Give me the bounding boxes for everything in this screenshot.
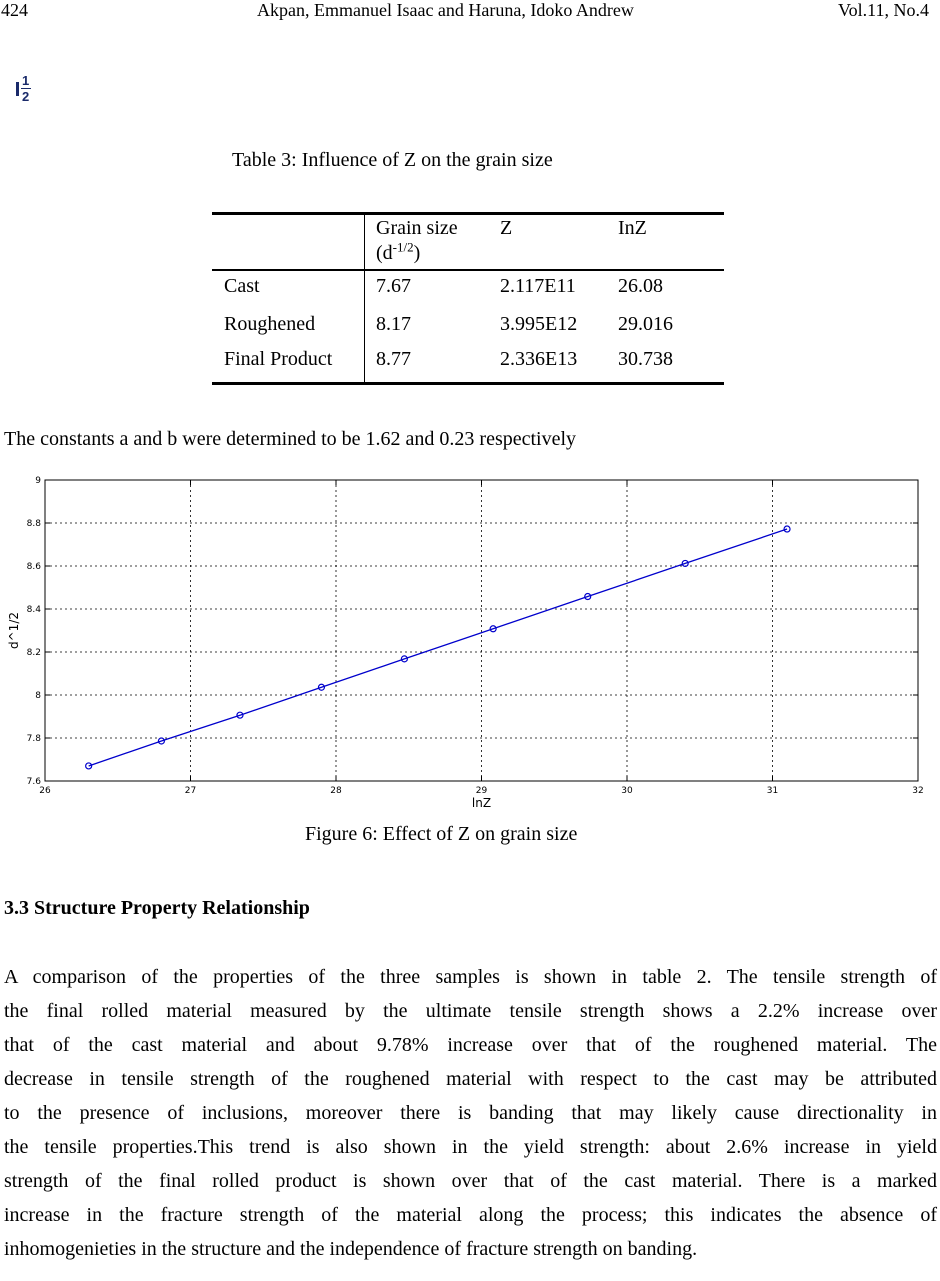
row-lnz: 30.738 [618,348,673,370]
x-tick-label: 28 [330,786,342,796]
row-z: 3.995E12 [500,313,578,335]
x-tick-label: 31 [766,786,779,796]
formula-numerator: 1 [22,73,30,88]
table-bottom-rule [212,382,724,385]
x-tick-label: 27 [184,786,197,796]
table-caption: Table 3: Influence of Z on the grain size [232,149,553,171]
y-tick-label: 8.8 [26,519,41,529]
body-line: the tensile properties.This trend is also shown in the yield strength: about 2.6% increase in yield [4,1136,937,1158]
table-column-divider [364,212,365,385]
table-top-rule [212,212,724,215]
header-grain-units: $(d^{-1/2})$ [376,239,421,264]
body-line: decrease in tensile strength of the roughened material with respect to the cast may be attributed [4,1068,937,1090]
row-lnz: 29.016 [618,313,673,335]
row-z: 2.336E13 [500,348,578,370]
table-header-rule [212,269,724,271]
body-line: A comparison of the properties of the three samples is shown in table 2. The tensile strength of [4,966,937,988]
page-number: 424 [1,0,28,20]
constants-sentence: The constants a and b were determined to be 1.62 and 0.23 respectively [4,428,577,450]
formula-denominator: 2 [22,89,30,104]
grain-size-table [212,212,724,385]
running-authors: Akpan, Emmanuel Isaac and Haruna, Idoko Andrew [257,0,634,20]
row-label: Final Product [224,348,333,370]
body-line: strength of the final rolled product is shown over that of the cast material. There is a marked [4,1170,937,1192]
y-tick-label: 9 [35,476,41,486]
figure-caption: Figure 6: Effect of Z on grain size [305,823,578,845]
row-label: Cast [224,275,260,297]
y-tick-label: 8.4 [26,605,41,615]
body-line: to the presence of inclusions, moreover there is banding that may likely cause directionality in [4,1102,937,1124]
journal-volume: Vol.11, No.4 [837,0,929,20]
section-title: 3.3 Structure Property Relationship [4,897,310,919]
formula-fragment [16,72,36,106]
row-lnz: 26.08 [618,275,663,297]
x-tick-label: 32 [912,786,924,796]
y-tick-label: 8.6 [26,562,41,572]
row-grain: 7.67 [376,275,411,297]
body-paragraph [4,963,937,1269]
x-tick-label: 26 [39,786,51,796]
body-line: that of the cast material and about 9.78% increase over that of the roughened material. The [4,1034,937,1056]
y-tick-label: 7.8 [26,734,41,744]
row-label: Roughened [224,313,316,335]
grain-size-chart [0,468,940,818]
header-grain-size: Grain size [376,217,458,239]
row-grain: 8.17 [376,313,411,335]
page-header [0,0,940,28]
body-line: the final rolled material measured by the ultimate tensile strength shows a 2.2% increase over [4,1000,937,1022]
y-tick-label: 8 [35,691,41,701]
formula-symbol [16,82,19,96]
y-tick-label: 7.6 [26,777,41,787]
header-z: Z [500,217,513,239]
x-axis-label: lnZ [471,796,492,810]
y-axis-label: d^1/2 [7,612,21,649]
header-lnz: InZ [618,217,647,239]
y-tick-label: 8.2 [26,648,41,658]
row-z: 2.117E11 [500,275,576,297]
body-line: increase in the fracture strength of the material along the process; this indicates the absence of [4,1204,937,1226]
x-tick-label: 30 [621,786,633,796]
x-tick-label: 29 [475,786,488,796]
body-line: inhomogenieties in the structure and the independence of fracture strength on banding. [4,1238,698,1260]
row-grain: 8.77 [376,348,411,370]
